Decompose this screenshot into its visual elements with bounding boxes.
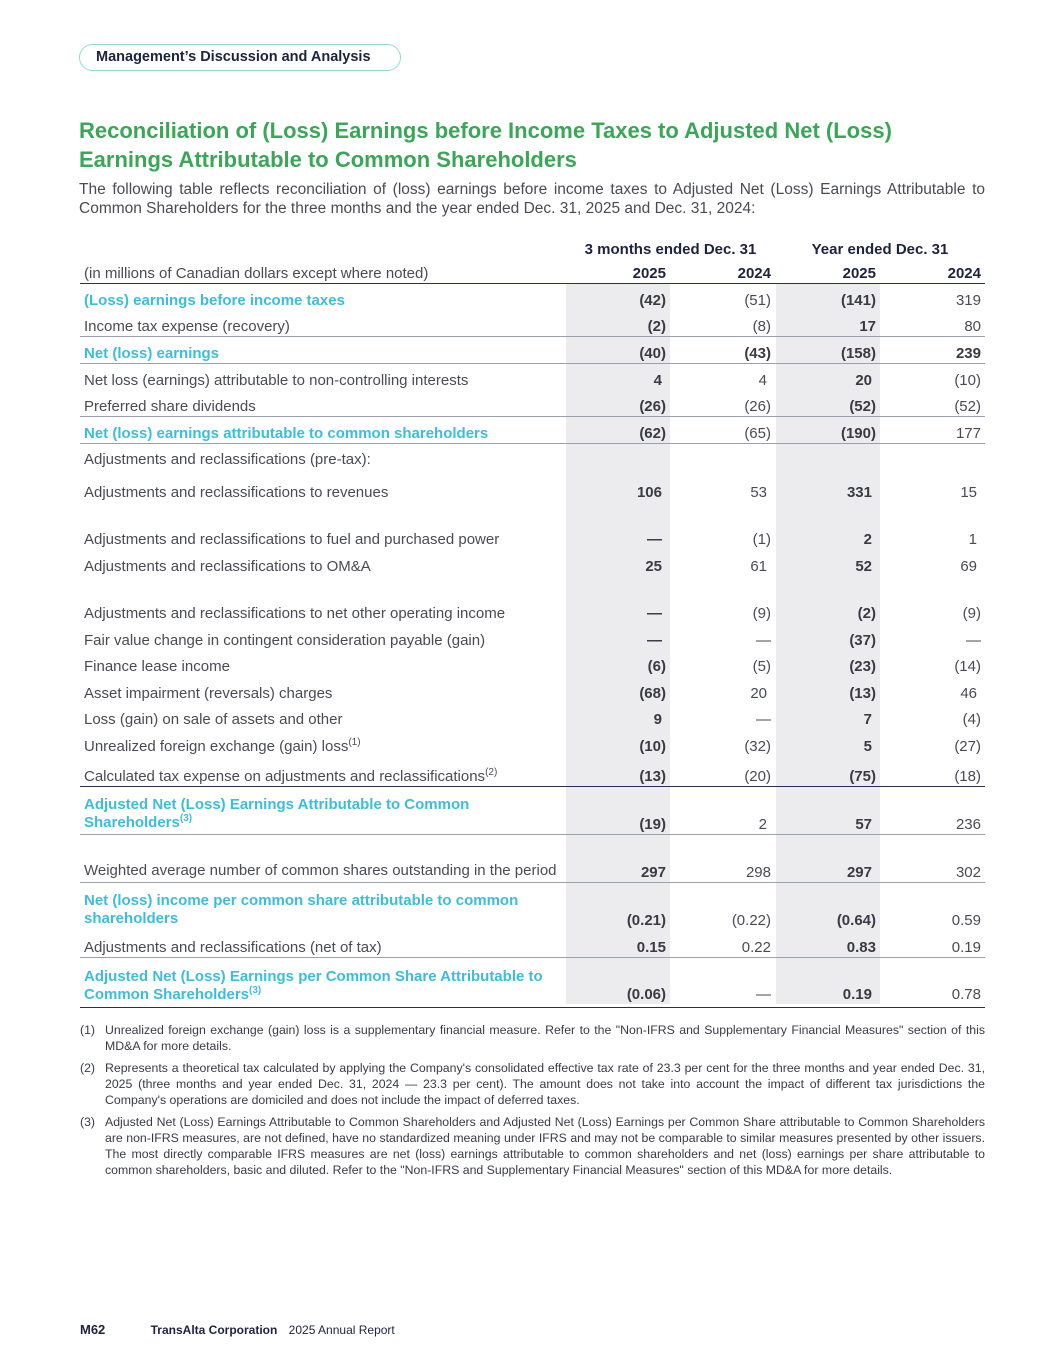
table-row (80, 443, 985, 469)
unit-label: (in millions of Canadian dollars except where noted) (80, 259, 566, 283)
row-label: Weighted average number of common shares outstanding in the period (80, 834, 566, 882)
footnotes (80, 1022, 985, 1184)
table-row: Income tax expense (recovery) (2) (8) 17 80 (80, 310, 985, 336)
page-title: Reconciliation of (Loss) Earnings before Income Taxes to Adjusted Net (Loss) Earnings Attributable to Common Shareholders (79, 118, 892, 172)
row-label: Unrealized foreign exchange (gain) loss$^{(1)}$ (84, 737, 361, 755)
year-col-3m-2024: 2024 (670, 259, 775, 283)
footnote: (2) Represents a theoretical tax calculated by applying the Company's consolidated effective tax rate of 23.3 per cent for the three months and year ended Dec. 31, 2025 (three months and year ended Dec. 31, 2024 — 23.3 per cent). The amount does not take into account the impact of different tax jurisdictions the Company's operations are domiciled and does not include the impact of deferred taxes. (80, 1061, 985, 1107)
table-row: Calculated tax expense on adjustments and reclassifications$^{(2)}$ (13) (20) (75) (18) (80, 756, 985, 786)
row-label: Adjustments and reclassifications (pre-tax): (84, 451, 371, 468)
year-col-3m-2025: 2025 (566, 259, 670, 283)
table-row: Unrealized foreign exchange (gain) loss$^{(1)}$ (10) (32) 5 (27) (80, 729, 985, 756)
table-row: Finance lease income (6) (5) (23) (14) (80, 650, 985, 676)
row-label: Adjustments and reclassifications (net of tax) (80, 930, 566, 957)
table-row: Asset impairment (reversals) charges (68) 20 (13) 46 (80, 676, 985, 703)
table-row: Fair value change in contingent consideration payable (gain) — — (37) — (80, 623, 985, 650)
table-row: (Loss) earnings before income taxes (42) (51) (141) 319 (80, 283, 985, 310)
row-label: Adjusted Net (Loss) Earnings per Common Share Attributable to Common Shareholders$^{(3)}$ (80, 957, 566, 1007)
row-label: Net (loss) earnings (80, 336, 566, 363)
row-label: Fair value change in contingent consideration payable (gain) (84, 632, 486, 649)
header-year: Year ended Dec. 31 (811, 241, 949, 258)
row-label: Adjusted Net (Loss) Earnings Attributable to Common Shareholders$^{(3)}$ (80, 786, 566, 834)
table-row: Loss (gain) on sale of assets and other 9 — 7 (4) (80, 703, 985, 729)
row-label: Adjustments and reclassifications to net other operating income (84, 605, 506, 622)
table-row: Weighted average number of common shares outstanding in the period 297 298 297 302 (80, 834, 985, 882)
table-row: Net loss (earnings) attributable to non-controlling interests 4 4 20 (10) (80, 363, 985, 390)
table-row: Net (loss) earnings attributable to common shareholders (62) (65) (190) 177 (80, 416, 985, 443)
row-label: Net (loss) earnings attributable to common shareholders (80, 416, 566, 443)
table-row: Adjustments and reclassifications to OM&A 25 61 52 69 (80, 549, 985, 576)
page-number: M62 (80, 1322, 106, 1337)
header-3-months: 3 months ended Dec. 31 (584, 241, 757, 258)
footnote: (1) Unrealized foreign exchange (gain) loss is a supplementary financial measure. Refer to the "Non-IFRS and Supplementary Financial Measures" section of this MD&A for more details. (80, 1023, 985, 1053)
row-label: Preferred share dividends (80, 390, 566, 416)
row-label: Income tax expense (recovery) (80, 310, 566, 336)
year-col-y-2024: 2024 (880, 259, 985, 283)
row-label: Adjustments and reclassifications to fuel and purchased power (84, 531, 500, 548)
report-name: 2025 Annual Report (288, 1323, 395, 1337)
row-label: Net loss (earnings) attributable to non-controlling interests (84, 372, 469, 389)
row-label: Adjustments and reclassifications to revenues (84, 484, 389, 501)
table-row: Net (loss) income per common share attributable to common shareholders (0.21) (0.22) (0.64) 0.59 (80, 882, 985, 930)
row-label: Loss (gain) on sale of assets and other (84, 711, 343, 728)
table-row: Adjusted Net (Loss) Earnings Attributable to Common Shareholders$^{(3)}$ (19) 2 57 236 (80, 786, 985, 834)
table-row: Adjustments and reclassifications (net of tax) 0.15 0.22 0.83 0.19 (80, 930, 985, 957)
table-row: Adjustments and reclassifications to revenues 106 53 331 15 (80, 469, 985, 502)
table-row: Preferred share dividends (26) (26) (52) (52) (80, 390, 985, 416)
table-row: Adjusted Net (Loss) Earnings per Common Share Attributable to Common Shareholders$^{(3)}$ (0.06) — 0.19 0.78 (80, 957, 985, 1007)
row-label: Finance lease income (84, 658, 230, 675)
reconciliation-table (80, 236, 985, 1008)
section-label: Management’s Discussion and Analysis (79, 44, 401, 71)
year-col-y-2025: 2025 (775, 259, 880, 283)
intro-paragraph: The following table reflects reconciliation of (loss) earnings before income taxes to Adjusted Net (Loss) Earnings Attributable to Common Shareholders for the three months and the year ended Dec. 31, 2025 and Dec. 31, 2024: (79, 181, 985, 217)
table-row: Adjustments and reclassifications to fuel and purchased power — (1) 2 1 (80, 502, 985, 549)
table-row: Adjustments and reclassifications to net other operating income — (9) (2) (9) (80, 576, 985, 623)
company-name: TransAlta Corporation (150, 1323, 278, 1337)
row-label: Calculated tax expense on adjustments and reclassifications$^{(2)}$ (80, 756, 566, 786)
row-label: Adjustments and reclassifications to OM&A (84, 558, 371, 575)
page-footer (80, 1322, 395, 1337)
table-row: Net (loss) earnings (40) (43) (158) 239 (80, 336, 985, 363)
row-label: (Loss) earnings before income taxes (84, 292, 345, 309)
footnote: (3) Adjusted Net (Loss) Earnings Attributable to Common Shareholders and Adjusted Net (Loss) Earnings per Common Share attributable to Common Shareholders are non-IFRS measures, are not defined, have no standardized meaning under IFRS and may not be comparable to similar measures presented by other issuers. The most directly comparable IFRS measures are net (loss) earnings attributable to common shareholders and net (loss) earnings per share attributable to common shareholders, basic and diluted. Refer to the "Non-IFRS and Supplementary Financial Measures" section of this MD&A for more details. (80, 1115, 985, 1177)
row-label: Asset impairment (reversals) charges (84, 685, 333, 702)
row-label: Net (loss) income per common share attributable to common shareholders (84, 892, 519, 927)
